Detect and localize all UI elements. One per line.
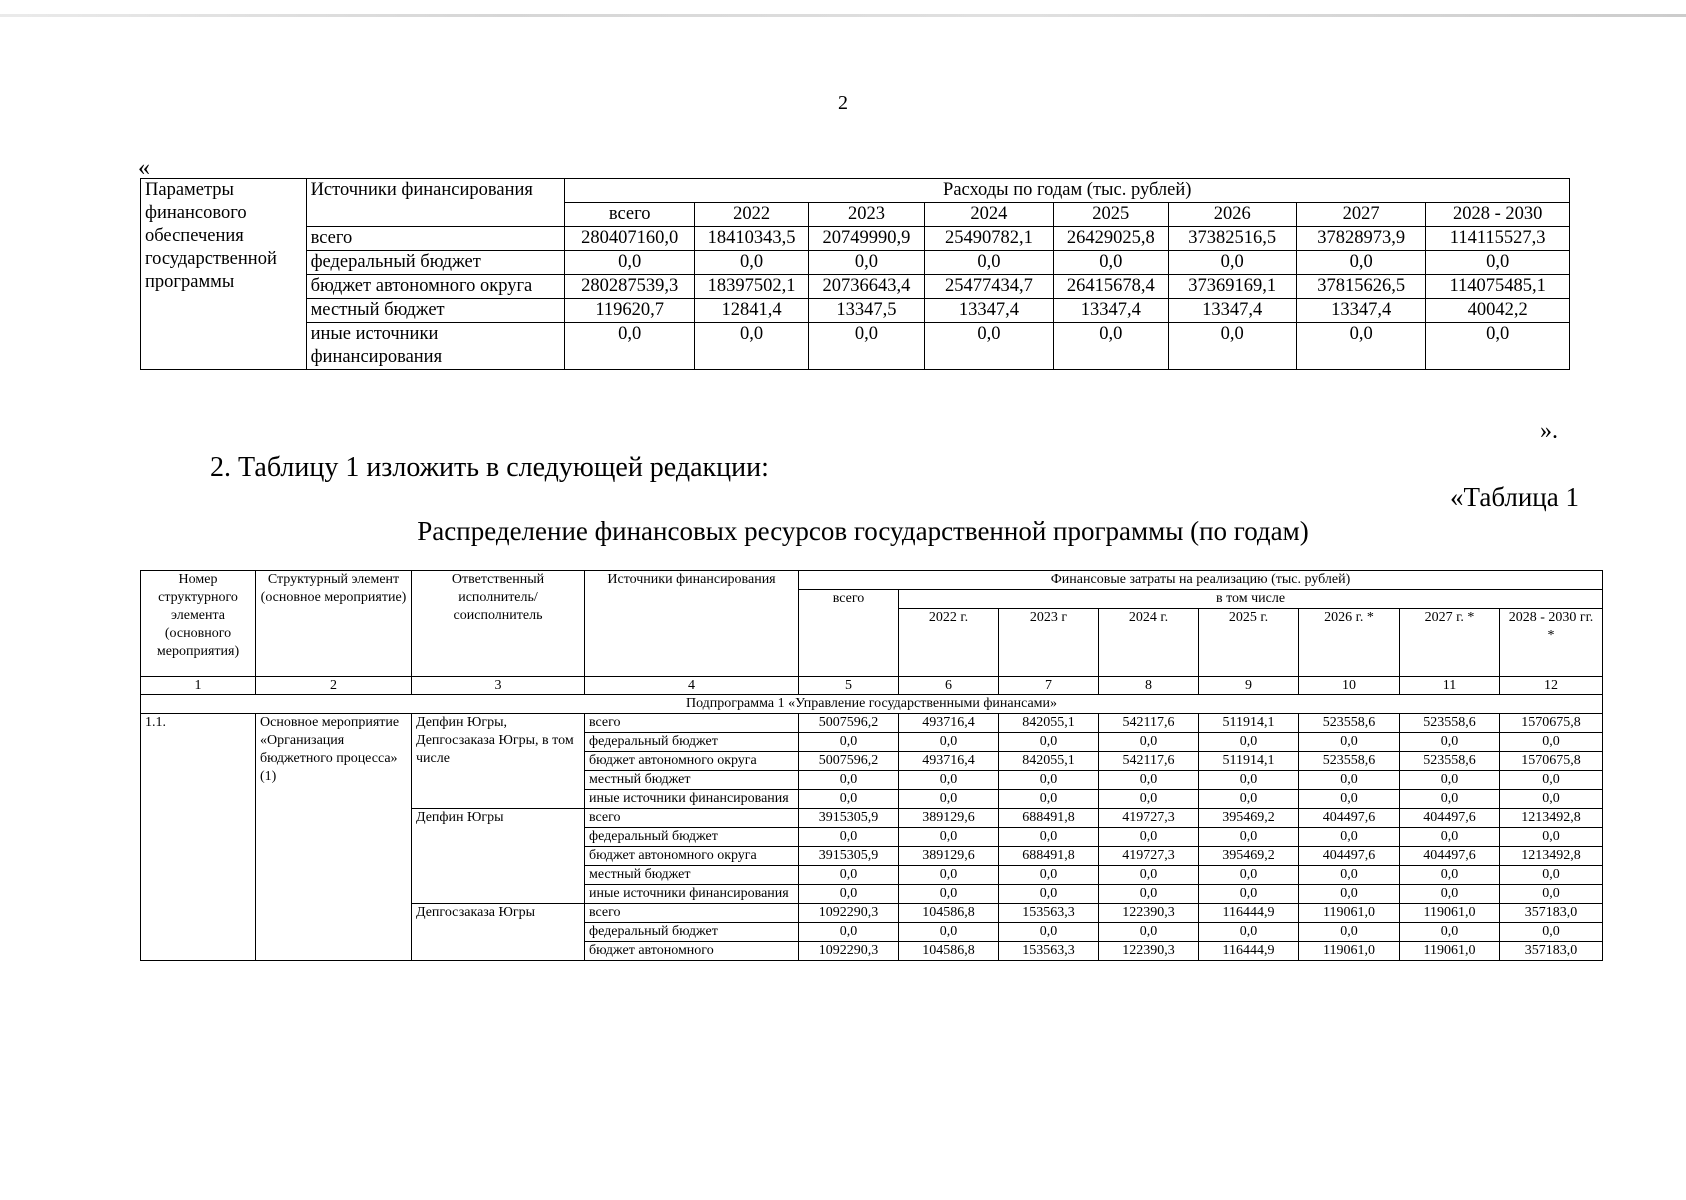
- dist-value-cell: 0,0: [1199, 866, 1299, 885]
- params-value-cell: 0,0: [1426, 323, 1570, 370]
- dist-value-cell: 0,0: [799, 923, 899, 942]
- dist-value-cell: 104586,8: [899, 942, 999, 961]
- params-value-cell: 0,0: [694, 323, 808, 370]
- dist-value-cell: 0,0: [899, 733, 999, 752]
- dist-value-cell: 357183,0: [1500, 904, 1603, 923]
- dist-value-cell: 0,0: [1299, 828, 1400, 847]
- dist-source-cell: всего: [585, 714, 799, 733]
- params-value-cell: 37828973,9: [1296, 227, 1425, 251]
- dist-item-number: 1.1.: [141, 714, 256, 961]
- params-expenses-header: Расходы по годам (тыс. рублей): [565, 179, 1570, 203]
- params-value-cell: 13347,4: [1168, 299, 1296, 323]
- params-value-cell: 37382516,5: [1168, 227, 1296, 251]
- dist-executor-cell: Депфин Югры: [412, 809, 585, 904]
- dist-source-cell: бюджет автономного округа: [585, 752, 799, 771]
- dist-value-cell: 357183,0: [1500, 942, 1603, 961]
- params-value-cell: 0,0: [1054, 323, 1168, 370]
- dist-value-cell: 0,0: [1299, 771, 1400, 790]
- dist-value-cell: 419727,3: [1099, 847, 1199, 866]
- dist-value-cell: 0,0: [1500, 866, 1603, 885]
- params-value-cell: 0,0: [924, 251, 1053, 275]
- dist-value-cell: 0,0: [1400, 866, 1500, 885]
- params-value-cell: 37369169,1: [1168, 275, 1296, 299]
- dist-value-cell: 122390,3: [1099, 904, 1199, 923]
- dist-value-cell: 404497,6: [1400, 847, 1500, 866]
- dist-value-cell: 542117,6: [1099, 752, 1199, 771]
- dist-value-cell: 404497,6: [1299, 847, 1400, 866]
- dist-source-cell: всего: [585, 904, 799, 923]
- dist-value-cell: 0,0: [999, 828, 1099, 847]
- dist-value-cell: 0,0: [1400, 790, 1500, 809]
- dist-value-cell: 0,0: [1400, 828, 1500, 847]
- params-header-row: [141, 179, 1570, 203]
- params-value-cell: 40042,2: [1426, 299, 1570, 323]
- dist-value-cell: 419727,3: [1099, 809, 1199, 828]
- dist-year-header: 2023 г: [999, 609, 1099, 677]
- dist-source-cell: бюджет автономного: [585, 942, 799, 961]
- dist-value-cell: 0,0: [999, 866, 1099, 885]
- dist-value-cell: 0,0: [1299, 923, 1400, 942]
- dist-source-cell: федеральный бюджет: [585, 828, 799, 847]
- dist-value-cell: 523558,6: [1299, 714, 1400, 733]
- params-value-cell: 26429025,8: [1054, 227, 1168, 251]
- dist-column-number: 2: [256, 677, 412, 695]
- dist-value-cell: 0,0: [899, 771, 999, 790]
- params-data-row: [141, 323, 1570, 370]
- dist-value-cell: 0,0: [799, 828, 899, 847]
- params-year-header: 2028 - 2030: [1426, 203, 1570, 227]
- params-value-cell: 13347,4: [1054, 299, 1168, 323]
- params-data-row: [141, 251, 1570, 275]
- dist-header-row: [141, 571, 1603, 590]
- dist-value-cell: 0,0: [999, 771, 1099, 790]
- params-year-header: 2024: [924, 203, 1053, 227]
- dist-value-cell: 0,0: [1299, 790, 1400, 809]
- dist-value-cell: 493716,4: [899, 714, 999, 733]
- dist-source-cell: местный бюджет: [585, 771, 799, 790]
- dist-value-cell: 119061,0: [1400, 904, 1500, 923]
- params-value-cell: 0,0: [924, 323, 1053, 370]
- params-year-header: 2026: [1168, 203, 1296, 227]
- dist-value-cell: 0,0: [1400, 885, 1500, 904]
- dist-source-cell: всего: [585, 809, 799, 828]
- dist-column-number: 12: [1500, 677, 1603, 695]
- params-value-cell: 13347,5: [809, 299, 924, 323]
- dist-value-cell: 104586,8: [899, 904, 999, 923]
- dist-year-header: 2024 г.: [1099, 609, 1199, 677]
- dist-value-cell: 122390,3: [1099, 942, 1199, 961]
- dist-executor-cell: Депфин Югры, Депгосзаказа Югры, в том числе: [412, 714, 585, 809]
- dist-value-cell: 511914,1: [1199, 714, 1299, 733]
- dist-value-cell: 1213492,8: [1500, 847, 1603, 866]
- table-label: «Таблица 1: [1450, 482, 1579, 512]
- dist-column-number: 11: [1400, 677, 1500, 695]
- params-value-cell: 18410343,5: [694, 227, 808, 251]
- dist-value-cell: 0,0: [1299, 866, 1400, 885]
- params-value-cell: 20749990,9: [809, 227, 924, 251]
- dist-value-cell: 1213492,8: [1500, 809, 1603, 828]
- dist-column-number: 10: [1299, 677, 1400, 695]
- financing-parameters-table: [140, 178, 1570, 370]
- dist-value-cell: 389129,6: [899, 809, 999, 828]
- dist-value-cell: 0,0: [1400, 923, 1500, 942]
- dist-value-cell: 511914,1: [1199, 752, 1299, 771]
- params-value-cell: 119620,7: [565, 299, 694, 323]
- dist-value-cell: 0,0: [1500, 923, 1603, 942]
- dist-number-header: Номер структурного элемента (основного мероприятия): [141, 571, 256, 677]
- params-value-cell: 280287539,3: [565, 275, 694, 299]
- dist-executor-cell: Депгосзаказа Югры: [412, 904, 585, 961]
- dist-value-cell: 116444,9: [1199, 942, 1299, 961]
- dist-value-cell: 0,0: [1099, 790, 1199, 809]
- dist-subprogram-row: [141, 695, 1603, 714]
- dist-year-header: 2026 г. *: [1299, 609, 1400, 677]
- dist-value-cell: 0,0: [1500, 790, 1603, 809]
- params-value-cell: 280407160,0: [565, 227, 694, 251]
- dist-value-cell: 1092290,3: [799, 942, 899, 961]
- dist-value-cell: 0,0: [899, 790, 999, 809]
- params-value-cell: 0,0: [565, 323, 694, 370]
- dist-value-cell: 5007596,2: [799, 714, 899, 733]
- dist-source-cell: федеральный бюджет: [585, 733, 799, 752]
- params-source-cell: бюджет автономного округа: [306, 275, 565, 299]
- dist-value-cell: 395469,2: [1199, 809, 1299, 828]
- dist-value-cell: 5007596,2: [799, 752, 899, 771]
- dist-value-cell: 0,0: [799, 866, 899, 885]
- params-value-cell: 37815626,5: [1296, 275, 1425, 299]
- params-value-cell: 0,0: [565, 251, 694, 275]
- dist-column-numbers-row: [141, 677, 1603, 695]
- params-value-cell: 114115527,3: [1426, 227, 1570, 251]
- dist-value-cell: 842055,1: [999, 752, 1099, 771]
- dist-value-cell: 119061,0: [1299, 942, 1400, 961]
- dist-source-cell: бюджет автономного округа: [585, 847, 799, 866]
- dist-value-cell: 0,0: [1299, 733, 1400, 752]
- params-data-row: [141, 227, 1570, 251]
- dist-value-cell: 404497,6: [1299, 809, 1400, 828]
- dist-source-cell: федеральный бюджет: [585, 923, 799, 942]
- dist-costs-header: Финансовые затраты на реализацию (тыс. рублей): [799, 571, 1603, 590]
- dist-total-header: всего: [799, 590, 899, 677]
- dist-value-cell: 0,0: [899, 885, 999, 904]
- dist-value-cell: 0,0: [1500, 885, 1603, 904]
- dist-column-number: 4: [585, 677, 799, 695]
- dist-value-cell: 0,0: [999, 923, 1099, 942]
- dist-value-cell: 523558,6: [1400, 752, 1500, 771]
- dist-column-number: 5: [799, 677, 899, 695]
- closing-quote: ».: [1540, 418, 1558, 444]
- dist-value-cell: 395469,2: [1199, 847, 1299, 866]
- dist-value-cell: 0,0: [1500, 733, 1603, 752]
- params-source-cell: местный бюджет: [306, 299, 565, 323]
- dist-value-cell: 389129,6: [899, 847, 999, 866]
- params-data-row: [141, 299, 1570, 323]
- params-value-cell: 0,0: [1168, 323, 1296, 370]
- dist-sources-header: Источники финансирования: [585, 571, 799, 677]
- params-value-cell: 12841,4: [694, 299, 808, 323]
- dist-value-cell: 0,0: [899, 828, 999, 847]
- params-value-cell: 13347,4: [924, 299, 1053, 323]
- params-value-cell: 0,0: [1296, 251, 1425, 275]
- dist-executor-header: Ответственный исполнитель/ соисполнитель: [412, 571, 585, 677]
- dist-year-header: 2028 - 2030 гг. *: [1500, 609, 1603, 677]
- dist-value-cell: 0,0: [1199, 923, 1299, 942]
- dist-value-cell: 0,0: [1099, 866, 1199, 885]
- opening-quote: «: [138, 155, 150, 181]
- dist-column-number: 9: [1199, 677, 1299, 695]
- params-year-header: 2027: [1296, 203, 1425, 227]
- params-value-cell: 26415678,4: [1054, 275, 1168, 299]
- dist-year-header: 2025 г.: [1199, 609, 1299, 677]
- dist-value-cell: 0,0: [799, 733, 899, 752]
- dist-value-cell: 3915305,9: [799, 809, 899, 828]
- params-value-cell: 0,0: [809, 251, 924, 275]
- dist-value-cell: 0,0: [999, 790, 1099, 809]
- dist-value-cell: 0,0: [1199, 885, 1299, 904]
- dist-value-cell: 0,0: [899, 866, 999, 885]
- dist-value-cell: 0,0: [1199, 733, 1299, 752]
- params-value-cell: 0,0: [1054, 251, 1168, 275]
- dist-value-cell: 0,0: [999, 733, 1099, 752]
- dist-value-cell: 119061,0: [1299, 904, 1400, 923]
- params-year-header: 2022: [694, 203, 808, 227]
- params-value-cell: 0,0: [1296, 323, 1425, 370]
- dist-value-cell: 116444,9: [1199, 904, 1299, 923]
- params-value-cell: 25490782,1: [924, 227, 1053, 251]
- dist-value-cell: 523558,6: [1400, 714, 1500, 733]
- dist-value-cell: 0,0: [1099, 771, 1199, 790]
- dist-subprogram-title: Подпрограмма 1 «Управление государственными финансами»: [141, 695, 1603, 714]
- params-source-cell: иные источники финансирования: [306, 323, 565, 370]
- amendment-item-text: 2. Таблицу 1 изложить в следующей редакции:: [210, 452, 769, 483]
- params-value-cell: 13347,4: [1296, 299, 1425, 323]
- table-title: Распределение финансовых ресурсов государственной программы (по годам): [417, 516, 1309, 546]
- dist-value-cell: 842055,1: [999, 714, 1099, 733]
- dist-value-cell: 523558,6: [1299, 752, 1400, 771]
- dist-value-cell: 688491,8: [999, 809, 1099, 828]
- dist-value-cell: 0,0: [1400, 733, 1500, 752]
- dist-value-cell: 0,0: [1099, 885, 1199, 904]
- dist-value-cell: 0,0: [1099, 733, 1199, 752]
- dist-value-cell: 1570675,8: [1500, 714, 1603, 733]
- params-value-cell: 20736643,4: [809, 275, 924, 299]
- dist-value-cell: 0,0: [1099, 923, 1199, 942]
- params-value-cell: 0,0: [1426, 251, 1570, 275]
- params-value-cell: 18397502,1: [694, 275, 808, 299]
- page-number: 2: [838, 92, 848, 114]
- dist-column-number: 1: [141, 677, 256, 695]
- dist-item-name: Основное мероприятие «Организация бюджетного процесса» (1): [256, 714, 412, 961]
- dist-value-cell: 1570675,8: [1500, 752, 1603, 771]
- dist-value-cell: 0,0: [1500, 771, 1603, 790]
- params-value-cell: 0,0: [1168, 251, 1296, 275]
- dist-source-cell: иные источники финансирования: [585, 885, 799, 904]
- dist-value-cell: 0,0: [1400, 771, 1500, 790]
- dist-value-cell: 119061,0: [1400, 942, 1500, 961]
- dist-value-cell: 153563,3: [999, 942, 1099, 961]
- dist-including-header: в том числе: [899, 590, 1603, 609]
- params-value-cell: 0,0: [809, 323, 924, 370]
- dist-value-cell: 3915305,9: [799, 847, 899, 866]
- dist-column-number: 7: [999, 677, 1099, 695]
- resource-distribution-table: [140, 570, 1603, 961]
- dist-value-cell: 0,0: [899, 923, 999, 942]
- dist-source-cell: местный бюджет: [585, 866, 799, 885]
- dist-value-cell: 0,0: [799, 885, 899, 904]
- dist-value-cell: 404497,6: [1400, 809, 1500, 828]
- params-source-cell: всего: [306, 227, 565, 251]
- dist-value-cell: 493716,4: [899, 752, 999, 771]
- scan-artifact: [0, 14, 1686, 17]
- dist-element-header: Структурный элемент (основное мероприятие): [256, 571, 412, 677]
- params-sources-header: Источники финансирования: [306, 179, 565, 227]
- dist-column-number: 8: [1099, 677, 1199, 695]
- dist-value-cell: 688491,8: [999, 847, 1099, 866]
- dist-value-cell: 0,0: [1199, 771, 1299, 790]
- params-year-header: 2025: [1054, 203, 1168, 227]
- dist-value-cell: 0,0: [1199, 790, 1299, 809]
- dist-value-cell: 542117,6: [1099, 714, 1199, 733]
- dist-value-cell: 0,0: [1099, 828, 1199, 847]
- dist-source-cell: иные источники финансирования: [585, 790, 799, 809]
- params-data-row: [141, 275, 1570, 299]
- dist-year-header: 2022 г.: [899, 609, 999, 677]
- dist-value-cell: 0,0: [1500, 828, 1603, 847]
- params-row-label: Параметры финансового обеспечения государственной программы: [141, 179, 307, 370]
- dist-column-number: 6: [899, 677, 999, 695]
- dist-value-cell: 0,0: [1299, 885, 1400, 904]
- params-value-cell: 0,0: [694, 251, 808, 275]
- params-year-header: всего: [565, 203, 694, 227]
- params-year-header: 2023: [809, 203, 924, 227]
- dist-value-cell: 0,0: [799, 771, 899, 790]
- dist-value-cell: 1092290,3: [799, 904, 899, 923]
- dist-column-number: 3: [412, 677, 585, 695]
- params-value-cell: 114075485,1: [1426, 275, 1570, 299]
- dist-value-cell: 0,0: [1199, 828, 1299, 847]
- dist-value-cell: 0,0: [799, 790, 899, 809]
- dist-value-cell: 0,0: [999, 885, 1099, 904]
- dist-value-cell: 153563,3: [999, 904, 1099, 923]
- dist-year-header: 2027 г. *: [1400, 609, 1500, 677]
- params-value-cell: 25477434,7: [924, 275, 1053, 299]
- params-source-cell: федеральный бюджет: [306, 251, 565, 275]
- dist-data-row: [141, 714, 1603, 733]
